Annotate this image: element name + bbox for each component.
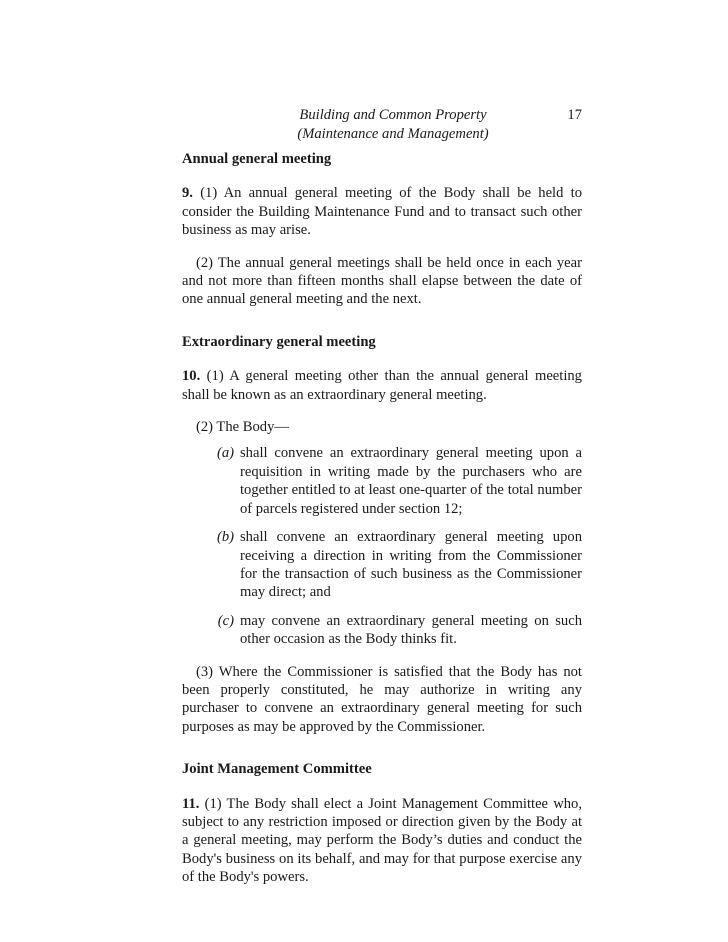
list-item-a [182,444,582,518]
section-11-text-1: (1) The Body shall elect a Joint Management Committee who, subject to any restriction imposed or direction given by the Body at a general meeting, may perform the Body’s duties and conduct the Body's business on its behalf, and may for that purpose exercise any of the Body's powers. [182,795,582,886]
running-head [182,106,582,143]
section-10-paragraph-2-intro: (2) The Body— [196,419,289,436]
section-9-paragraph-2: (2) The annual general meetings shall be held once in each year and not more than fifteen months shall elapse between the date of one annual general meeting and the next. [182,254,582,308]
list-item-c-label: (c) [217,612,234,629]
section-9-text-1: (1) An annual general meeting of the Body shall be held to consider the Building Maintenance Fund and to transact such other business as may arise. [182,185,582,239]
section-9-number: 9. [182,185,193,202]
list-item-c [182,612,582,649]
list-item-a-label: (a) [216,445,234,462]
list-item-b-label: (b) [216,529,234,546]
section-10-number: 10. [182,368,201,385]
section-10-text-1: (1) A general meeting other than the annual general meeting shall be known as an extraordinary general meeting. [182,368,582,403]
section-10-paragraph-1 [182,367,582,404]
section-10-paragraph-3: (3) Where the Commissioner is satisfied that the Body has not been properly constituted, he may authorize in writing any purchaser to convene an extraordinary general meeting for such purposes as may be approved by the Commissioner. [182,663,582,735]
section-heading-joint-committee: Joint Management Committee [182,761,372,778]
section-11-paragraph-1 [182,795,582,887]
section-9-paragraph-1 [182,184,582,239]
section-heading-extraordinary: Extraordinary general meeting [182,333,376,350]
running-head-title-line1: Building and Common Property [299,107,487,123]
list-item-c-text: may convene an extraordinary general meeting on such other occasion as the Body thinks fit. [240,612,582,648]
list-item-a-text: shall convene an extraordinary general meeting upon a requisition in writing made by the purchasers who are together entitled to at least one-quarter of the total number of parcels registered under section 12; [240,445,582,517]
list-item-b-text: shall convene an extraordinary general meeting upon receiving a direction in writing from the Commissioner for the transaction of such business as the Commissioner may direct; and [240,529,582,601]
list-item-b [182,528,582,602]
running-head-title-line2: (Maintenance and Management) [297,125,489,142]
section-11-number: 11. [182,795,200,812]
page-body [182,150,582,887]
page-number: 17 [567,107,582,123]
section-heading-annual: Annual general meeting [182,151,332,167]
